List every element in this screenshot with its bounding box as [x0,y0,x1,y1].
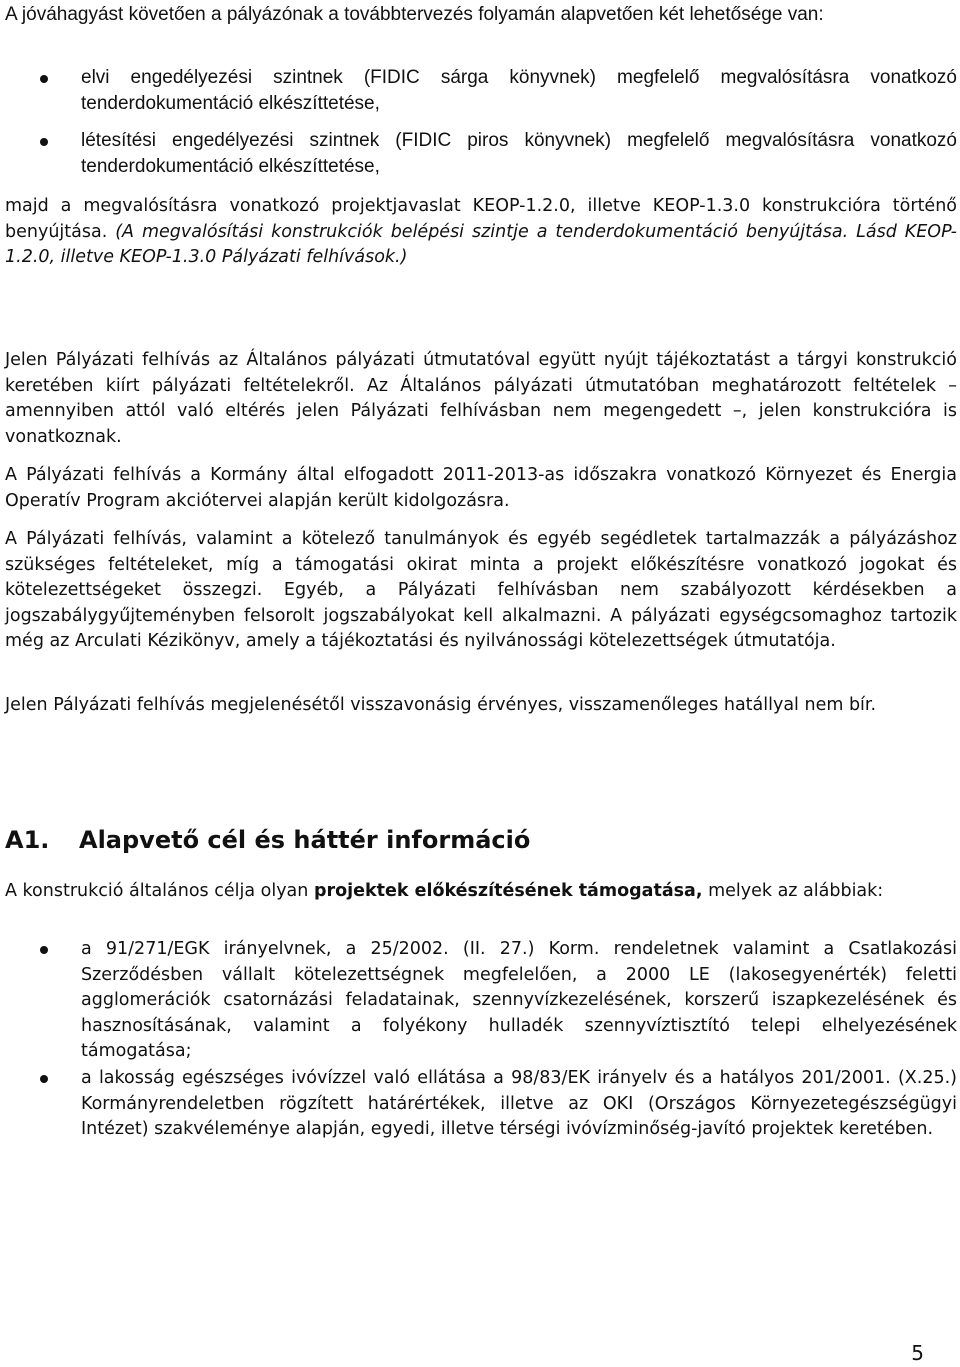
followup-note: (A megvalósítási konstrukciók belépési szintje a tenderdokumentáció benyújtása. Lásd KEOP-1.2.0, illetve KEOP-1.3.0 Pályázati felhívások.) [5,221,957,267]
bullet-icon [40,75,48,83]
goal-text-before: A konstrukció általános célja olyan [5,881,314,901]
section-title: Alapvető cél és háttér információ [79,826,531,854]
paragraph-general-guide: Jelen Pályázati felhívás az Általános pályázati útmutatóval együtt nyújt tájékoztatást a tárgyi konstrukció keretében kiírt pályázati feltételekről. Az Általános pályázati útmutatóban meghatározott feltételek – amennyiben attól való eltérés jelen Pályázati felhívásban nem megengedett –, jelen konstrukcióra is vonatkoznak. [5,350,957,447]
section-heading [5,826,530,854]
goal-text-bold: projektek előkészítésének támogatása, [313,881,703,901]
section-number: A1. [5,826,50,854]
followup-text: majd a megvalósításra vonatkozó projektjavaslat KEOP-1.2.0, illetve KEOP-1.3.0 konstrukcióra történő benyújtása. [5,196,957,242]
bullet-icon [40,138,48,146]
intro-paragraph: A jóváhagyást követően a pályázónak a továbbtervezés folyamán alapvetően két lehetősége van: [5,4,824,25]
option-item-yellow-book: elvi engedélyezési szintnek (FIDIC sárga könyvnek) megfelelő megvalósításra vonatkozó tenderdokumentáció elkészíttetése, [81,67,957,114]
paragraph-validity: Jelen Pályázati felhívás megjelenésétől visszavonásig érvényes, visszamenőleges hatállyal nem bír. [5,695,877,715]
bullet-icon [40,1075,48,1083]
goal-item-drinking-water: a lakosság egészséges ivóvízzel való ellátása a 98/83/EK irányelv és a hatályos 201/2001. (X.25.) Kormányrendeletben rögzített határértékek, illetve az OKI (Országos Környezetegészségügyi Intézet) szakvéleménye alapján, egyedi, illetve térségi ivóvízminőség-javító projektek keretében. [81,1068,957,1139]
goal-text-after: melyek az alábbiak: [702,881,884,901]
goal-paragraph [5,879,957,905]
page-number: 5 [911,1341,924,1365]
paragraph-documents: A Pályázati felhívás, valamint a kötelező tanulmányok és egyéb segédletek tartalmazzák a pályázáshoz szükséges feltételeket, míg a támogatási okirat minta a projekt előkészítésre vonatkozó jogokat és kötelezettségeket összegzi. Egyéb, a Pályázati felhívásban nem szabályozott kérdésekben a jogszabálygyűjteményben felsorolt jogszabályokat kell alkalmazni. A pályázati egységcsomaghoz tartozik még az Arculati Kézikönyv, amely a tájékoztatási és nyilvánossági kötelezettségek útmutatója. [5,529,957,651]
paragraph-action-plan: A Pályázati felhívás a Kormány által elfogadott 2011-2013-as időszakra vonatkozó Környezet és Energia Operatív Program akciótervei alapján került kidolgozásra. [5,465,957,511]
followup-paragraph [5,194,957,271]
bullet-icon [40,946,48,954]
option-item-red-book: létesítési engedélyezési szintnek (FIDIC piros könyvnek) megfelelő megvalósításra vonatkozó tenderdokumentáció elkészíttetése, [81,130,957,177]
goal-item-wastewater: a 91/271/EGK irányelvnek, a 25/2002. (II. 27.) Korm. rendeletnek valamint a Csatlakozási Szerződésben vállalt kötelezettségnek megfelelően, a 2000 LE (lakosegyenérték) feletti agglomerációk csatornázási feladatainak, szennyvízkezelésének, korszerű iszapkezelésének és hasznosításának, valamint a folyékony hulladék szennyvíztisztító telepi elhelyezésének támogatása; [81,939,957,1061]
